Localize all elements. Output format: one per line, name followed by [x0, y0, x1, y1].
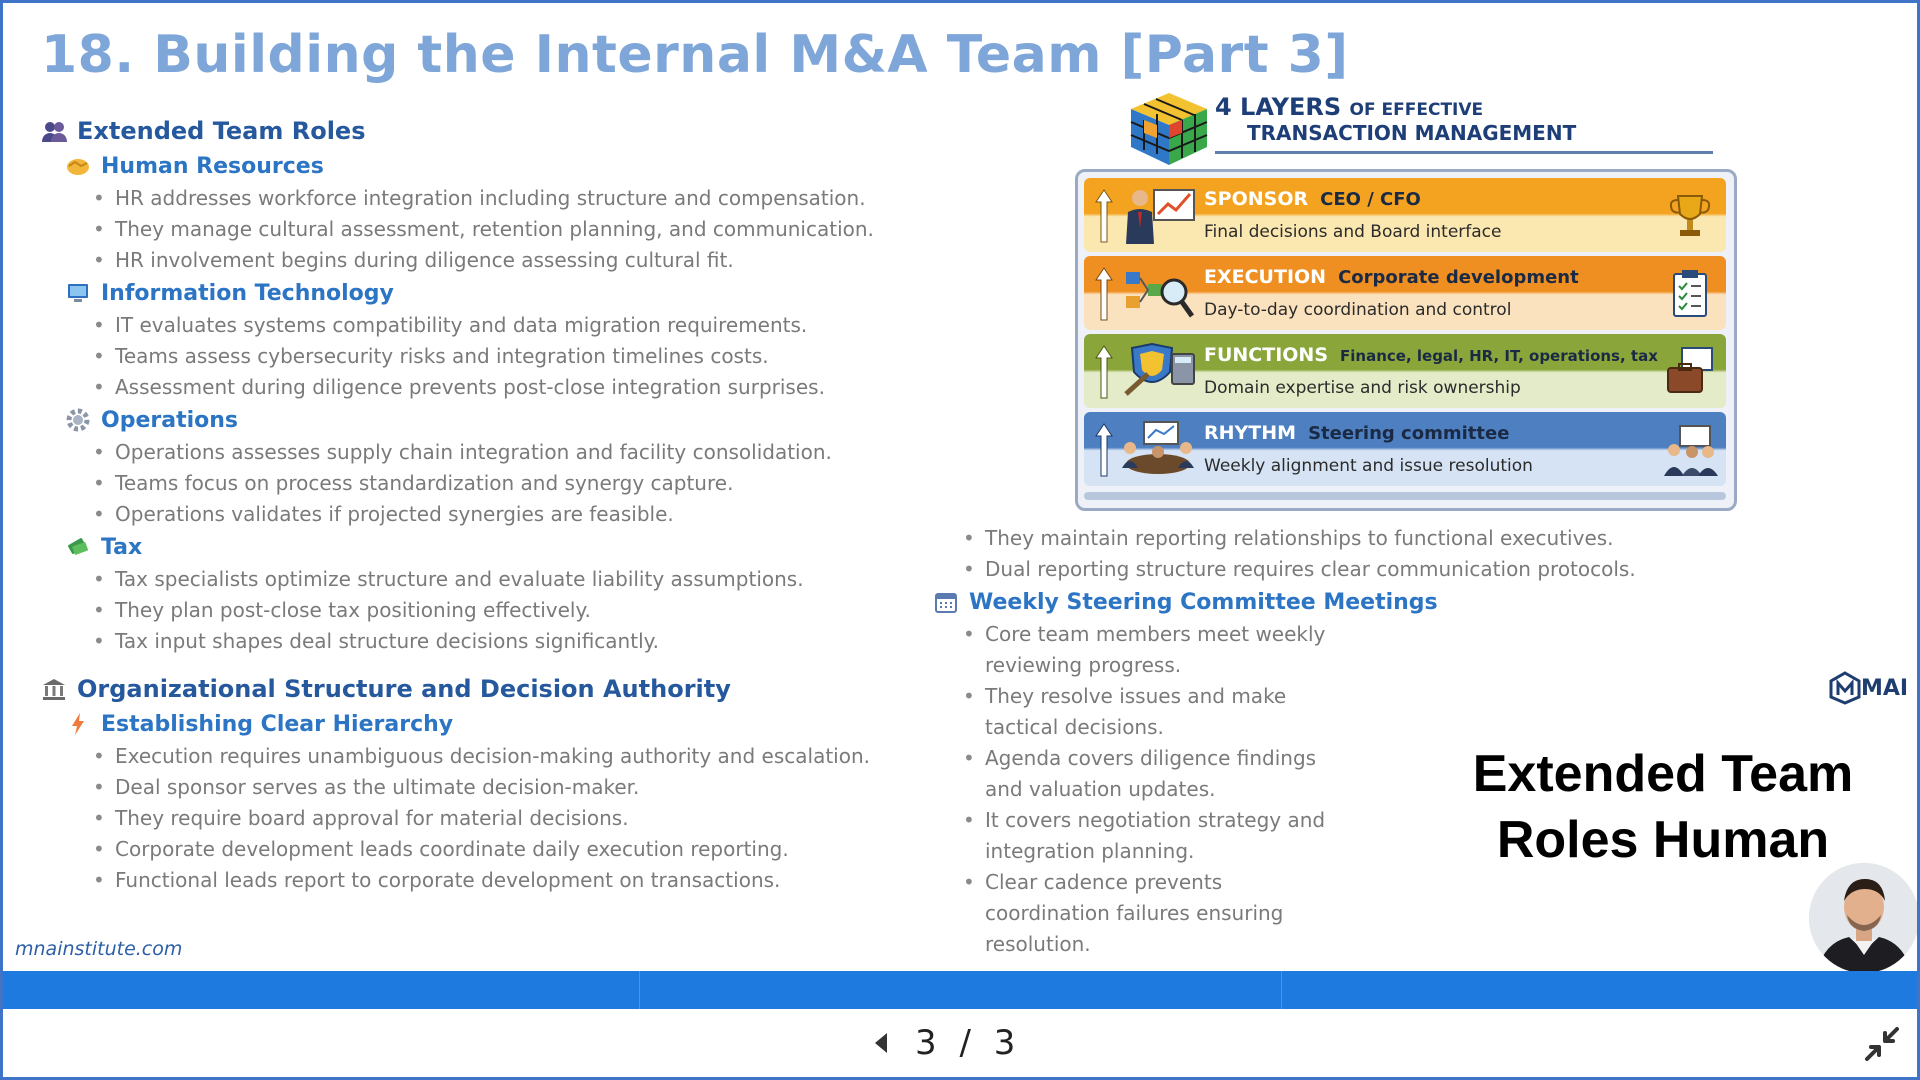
up-arrow-icon: [1094, 266, 1114, 322]
layer-role: Corporate development: [1338, 267, 1579, 288]
hierarchy-heading: [65, 707, 921, 741]
slide: [3, 3, 1917, 971]
extended-team-roles-label: Extended Team Roles: [77, 117, 366, 145]
infographic-subtitle: TRANSACTION MANAGEMENT: [1247, 121, 1577, 145]
website-link[interactable]: mnainstitute.com: [15, 938, 183, 960]
progress-segment-divider: [639, 971, 640, 1009]
list-item: • Corporate development leads coordinate daily execution reporting.: [41, 834, 921, 865]
list-item: • They require board approval for material decisions.: [41, 803, 921, 834]
presenter-portrait: [1809, 863, 1917, 971]
list-item: • Core team members meet weekly reviewing progress.: [933, 619, 1345, 681]
computer-icon: [65, 280, 91, 306]
list-item: • Deal sponsor serves as the ultimate decision-maker.: [41, 772, 921, 803]
hr-label: Human Resources: [101, 153, 324, 179]
layer-role: Finance, legal, HR, IT, operations, tax: [1340, 347, 1658, 365]
panel-base: [1084, 492, 1726, 500]
ops-heading: [65, 403, 921, 437]
exit-fullscreen-icon[interactable]: [1863, 1025, 1901, 1063]
list-item: • Dual reporting structure requires clear communication protocols.: [933, 554, 1705, 585]
layer-rhythm-title: [1204, 422, 1509, 444]
infographic-title: [1215, 93, 1483, 121]
layer-name: SPONSOR: [1204, 188, 1309, 210]
previous-page-button[interactable]: [869, 1029, 893, 1057]
list-item: • IT evaluates systems compatibility and data migration requirements.: [41, 310, 921, 341]
it-heading: [65, 276, 921, 310]
list-item: • HR addresses workforce integration including structure and compensation.: [41, 183, 921, 214]
list-item: • Assessment during diligence prevents post-close integration surprises.: [41, 372, 921, 403]
it-bullets: [41, 310, 921, 403]
mai-logo: [1829, 671, 1908, 705]
total-pages: 3: [993, 1023, 1016, 1063]
up-arrow-icon: [1094, 422, 1114, 478]
list-item: • Operations validates if projected synergies are feasible.: [41, 499, 921, 530]
steering-heading: [933, 585, 1733, 619]
layer-functions-title: [1204, 344, 1658, 366]
list-item: • HR involvement begins during diligence assessing cultural fit.: [41, 245, 921, 276]
list-item: • Execution requires unambiguous decision-making authority and escalation.: [41, 741, 921, 772]
layer-name: FUNCTIONS: [1204, 344, 1329, 366]
handshake-icon: [65, 153, 91, 179]
layer-name: EXECUTION: [1204, 266, 1327, 288]
infographic-title-big: 4 LAYERS: [1215, 93, 1342, 121]
org-heading: [41, 671, 921, 707]
list-item: • Functional leads report to corporate development on transactions.: [41, 865, 921, 896]
extended-team-roles-heading: [41, 113, 921, 149]
money-icon: [65, 534, 91, 560]
progress-segment-divider: [1281, 971, 1282, 1009]
hierarchy-bullets: [41, 741, 921, 896]
list-item: • They plan post-close tax positioning effectively.: [41, 595, 921, 626]
hierarchy-label: Establishing Clear Hierarchy: [101, 711, 454, 737]
layer-role: CEO / CFO: [1320, 189, 1421, 210]
list-item: • They maintain reporting relationships to functional executives.: [933, 523, 1705, 554]
people-icon: [41, 118, 67, 144]
hr-bullets: [41, 183, 921, 276]
page-separator: /: [959, 1023, 971, 1063]
team-meeting-icon: [1662, 422, 1718, 478]
layer-desc: Final decisions and Board interface: [1204, 222, 1502, 242]
lightning-icon: [65, 711, 91, 737]
left-column: [41, 113, 921, 896]
calendar-icon: [933, 589, 959, 615]
reporting-bullets: [933, 523, 1733, 585]
list-item: • Clear cadence prevents coordination failures ensuring resolution.: [933, 867, 1345, 960]
org-label: Organizational Structure and Decision Authority: [77, 675, 731, 703]
rubiks-cube-icon: [1127, 89, 1211, 167]
layer-sponsor-title: [1204, 188, 1421, 210]
process-magnifier-icon: [1118, 262, 1198, 324]
infographic-divider: [1215, 151, 1713, 154]
list-item: • Agenda covers diligence findings and valuation updates.: [933, 743, 1345, 805]
layer-execution: [1084, 256, 1726, 330]
progress-bar[interactable]: [3, 971, 1917, 1009]
tax-bullets: [41, 564, 921, 657]
list-item: • Tax specialists optimize structure and evaluate liability assumptions.: [41, 564, 921, 595]
it-label: Information Technology: [101, 280, 394, 306]
up-arrow-icon: [1094, 188, 1114, 244]
gear-icon: [65, 407, 91, 433]
briefcase-documents-icon: [1662, 344, 1718, 400]
ops-bullets: [41, 437, 921, 530]
video-caption: Extended Team Roles Human: [1472, 745, 1854, 869]
ops-label: Operations: [101, 407, 238, 433]
layer-name: RHYTHM: [1204, 422, 1297, 444]
list-item: • It covers negotiation strategy and integration planning.: [933, 805, 1345, 867]
slide-title: 18. Building the Internal M&A Team [Part 3]: [41, 25, 1349, 85]
infographic-title-small: OF EFFECTIVE: [1349, 100, 1484, 120]
layer-functions: [1084, 334, 1726, 408]
tools-shield-calculator-icon: [1118, 340, 1198, 402]
tax-heading: [65, 530, 921, 564]
layers-panel: [1075, 169, 1737, 511]
list-item: • Teams assess cybersecurity risks and integration timelines costs.: [41, 341, 921, 372]
building-icon: [41, 676, 67, 702]
up-arrow-icon: [1094, 344, 1114, 400]
executive-presenting-icon: [1118, 184, 1198, 246]
mai-logo-text: MAI: [1861, 675, 1909, 701]
layer-sponsor: [1084, 178, 1726, 252]
layer-role: Steering committee: [1308, 423, 1510, 444]
transaction-layers-infographic: [1075, 85, 1745, 505]
clipboard-checklist-icon: [1662, 266, 1718, 322]
list-item: • Tax input shapes deal structure decisions significantly.: [41, 626, 921, 657]
list-item: • They manage cultural assessment, retention planning, and communication.: [41, 214, 921, 245]
player-controls: [3, 1009, 1917, 1077]
layer-desc: Weekly alignment and issue resolution: [1204, 456, 1533, 476]
list-item: • They resolve issues and make tactical decisions.: [933, 681, 1345, 743]
mai-logo-icon: [1829, 671, 1861, 705]
current-page: 3: [915, 1023, 937, 1063]
steering-label: Weekly Steering Committee Meetings: [969, 589, 1438, 615]
layer-execution-title: [1204, 266, 1579, 288]
layer-rhythm: [1084, 412, 1726, 486]
layer-desc: Domain expertise and risk ownership: [1204, 378, 1521, 398]
tax-label: Tax: [101, 534, 143, 560]
list-item: • Teams focus on process standardization and synergy capture.: [41, 468, 921, 499]
layer-desc: Day-to-day coordination and control: [1204, 300, 1512, 320]
meeting-table-icon: [1118, 418, 1198, 480]
page-indicator: [915, 1023, 1015, 1063]
trophy-icon: [1662, 188, 1718, 244]
list-item: • Operations assesses supply chain integration and facility consolidation.: [41, 437, 921, 468]
presenter-avatar: [1809, 863, 1917, 971]
hr-heading: [65, 149, 921, 183]
